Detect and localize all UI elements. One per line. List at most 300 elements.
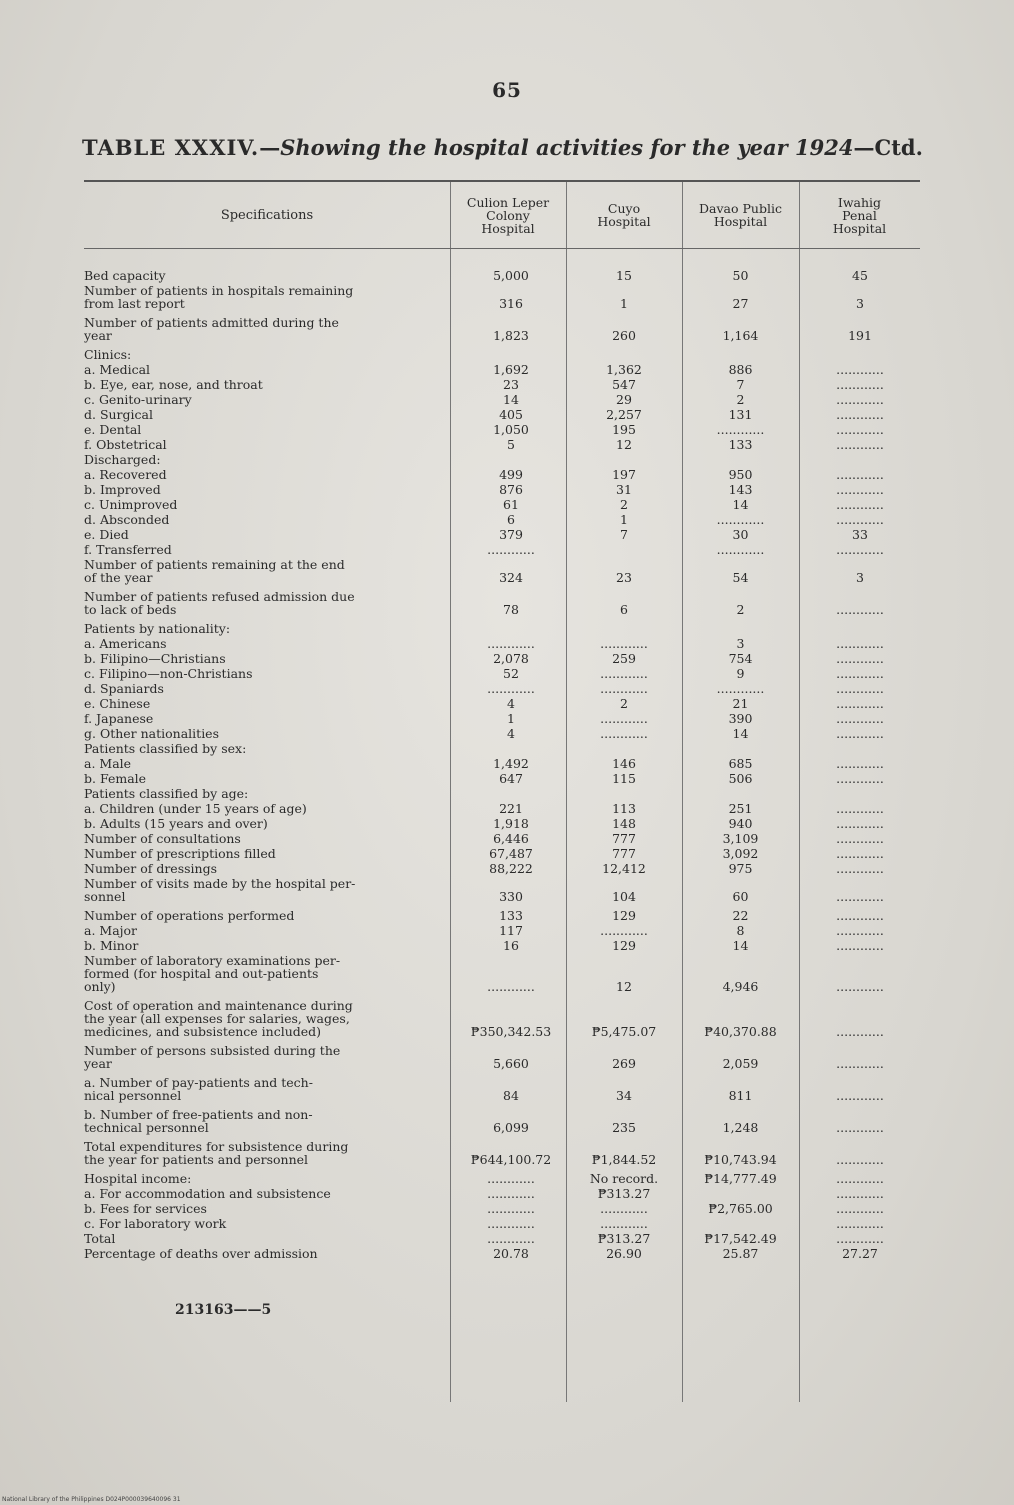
row-specification: Total bbox=[84, 1231, 116, 1246]
table-row bbox=[84, 742, 920, 755]
row-specification: Number of visits made by the hospital per- sonnel bbox=[84, 876, 356, 904]
culion-value: 5,660 bbox=[493, 1056, 529, 1071]
iwahig-value: ............ bbox=[836, 1231, 884, 1246]
iwahig-value: ............ bbox=[836, 1088, 884, 1103]
culion-value: 117 bbox=[499, 923, 523, 938]
cuyo-value: ............ bbox=[600, 681, 648, 696]
row-specification: g. Other nationalities bbox=[84, 726, 219, 741]
iwahig-value: 45 bbox=[852, 268, 868, 283]
davao-value: 131 bbox=[728, 407, 753, 422]
iwahig-value: ............ bbox=[836, 861, 884, 876]
row-specification: Number of patients in hospitals remaining from last report bbox=[84, 283, 354, 311]
culion-value: ............ bbox=[487, 681, 535, 696]
row-specification: Patients by nationality: bbox=[84, 621, 231, 636]
header-davao: Davao Public Hospital bbox=[699, 201, 782, 229]
iwahig-value: ............ bbox=[836, 711, 884, 726]
culion-value: ............ bbox=[487, 636, 535, 651]
table-row bbox=[84, 543, 920, 556]
cuyo-value: 2 bbox=[620, 696, 628, 711]
table-row bbox=[84, 408, 920, 421]
culion-value: 5,000 bbox=[493, 268, 529, 283]
cuyo-value: 115 bbox=[612, 771, 636, 786]
iwahig-value: 191 bbox=[848, 328, 872, 343]
culion-value: 1 bbox=[507, 711, 515, 726]
cuyo-value: ............ bbox=[600, 923, 648, 938]
iwahig-value: ............ bbox=[836, 801, 884, 816]
culion-value: 61 bbox=[503, 497, 519, 512]
cuyo-value: ₱313.27 bbox=[597, 1186, 651, 1201]
header-culion: Culion Leper Colony Hospital bbox=[466, 194, 550, 236]
davao-value: 14 bbox=[732, 726, 749, 741]
header-iwahig: Iwahig Penal Hospital bbox=[832, 194, 887, 236]
table-row bbox=[84, 1140, 920, 1166]
iwahig-value: ............ bbox=[836, 666, 884, 681]
davao-value: 22 bbox=[732, 908, 749, 923]
row-specification: d. Spaniards bbox=[84, 681, 164, 696]
davao-value: 9 bbox=[736, 666, 745, 681]
row-specification: c. Filipino—non-Christians bbox=[84, 666, 253, 681]
davao-value: ............ bbox=[716, 681, 765, 696]
culion-value: 16 bbox=[503, 938, 519, 953]
culion-value: 1,823 bbox=[493, 328, 529, 343]
culion-value: 1,692 bbox=[493, 362, 529, 377]
iwahig-value: ............ bbox=[836, 1056, 884, 1071]
row-specification: Hospital income: bbox=[84, 1171, 192, 1186]
davao-value: 390 bbox=[728, 711, 753, 726]
cuyo-value: 146 bbox=[612, 756, 636, 771]
culion-value: 1,050 bbox=[493, 422, 529, 437]
cuyo-value: 129 bbox=[612, 938, 636, 953]
row-specification: b. Number of free-patients and non- technical personnel bbox=[84, 1107, 313, 1135]
davao-value: 1,248 bbox=[722, 1120, 759, 1135]
row-specification: b. Fees for services bbox=[84, 1201, 207, 1216]
culion-value: 499 bbox=[499, 467, 523, 482]
davao-value: 4,946 bbox=[722, 979, 759, 994]
cuyo-value: 1,362 bbox=[606, 362, 642, 377]
davao-value: 60 bbox=[732, 889, 749, 904]
iwahig-value: ............ bbox=[836, 512, 884, 527]
row-specification: f. Transferred bbox=[84, 542, 172, 557]
row-specification: Number of patients refused admission due to lack of beds bbox=[84, 589, 355, 617]
row-specification: Number of persons subsisted during the year bbox=[84, 1043, 341, 1071]
header-cuyo: Cuyo Hospital bbox=[597, 201, 651, 229]
davao-value: 14 bbox=[732, 938, 749, 953]
culion-value: ₱644,100.72 bbox=[470, 1152, 552, 1167]
culion-value: 324 bbox=[499, 570, 523, 585]
davao-value: 975 bbox=[728, 861, 753, 876]
davao-value: 7 bbox=[736, 377, 745, 392]
table-row bbox=[84, 847, 920, 860]
culion-value: 4 bbox=[507, 696, 515, 711]
cuyo-value: ₱5,475.07 bbox=[591, 1024, 657, 1039]
iwahig-value: ............ bbox=[836, 1024, 884, 1039]
iwahig-value: ............ bbox=[836, 979, 884, 994]
culion-value: 84 bbox=[503, 1088, 519, 1103]
iwahig-value: ............ bbox=[836, 422, 884, 437]
culion-value: 78 bbox=[503, 602, 519, 617]
table-row bbox=[84, 637, 920, 650]
iwahig-value: ............ bbox=[836, 1186, 884, 1201]
culion-value: 6 bbox=[507, 512, 515, 527]
table-row bbox=[84, 999, 920, 1038]
davao-value: 1,164 bbox=[722, 328, 759, 343]
iwahig-value: ............ bbox=[836, 651, 884, 666]
cuyo-value: ............ bbox=[600, 1201, 648, 1216]
davao-value: 940 bbox=[728, 816, 753, 831]
culion-value: 14 bbox=[503, 392, 519, 407]
iwahig-value: ............ bbox=[836, 542, 884, 557]
table-row bbox=[84, 682, 920, 695]
davao-value: 3 bbox=[736, 636, 745, 651]
table-row bbox=[84, 378, 920, 391]
row-specification: a. Medical bbox=[84, 362, 151, 377]
davao-value: 54 bbox=[732, 570, 749, 585]
header-specifications: Specifications bbox=[220, 207, 314, 223]
table-row bbox=[84, 877, 920, 903]
table-row bbox=[84, 939, 920, 952]
culion-value: ............ bbox=[487, 1201, 535, 1216]
cuyo-value: 12 bbox=[616, 979, 632, 994]
row-specification: Patients classified by age: bbox=[84, 786, 249, 801]
iwahig-value: ............ bbox=[836, 831, 884, 846]
cuyo-value: 29 bbox=[616, 392, 632, 407]
iwahig-value: ............ bbox=[836, 467, 884, 482]
culion-value: 6,099 bbox=[493, 1120, 529, 1135]
row-specification: Number of consultations bbox=[84, 831, 241, 846]
culion-value: 316 bbox=[499, 296, 523, 311]
davao-value: 950 bbox=[728, 467, 753, 482]
davao-value: 3,109 bbox=[722, 831, 759, 846]
culion-value: 221 bbox=[499, 801, 523, 816]
culion-value: 88,222 bbox=[489, 861, 533, 876]
iwahig-value: ............ bbox=[836, 771, 884, 786]
davao-value: 2 bbox=[736, 602, 745, 617]
iwahig-value: ............ bbox=[836, 1152, 884, 1167]
row-specification: Patients classified by sex: bbox=[84, 741, 247, 756]
row-specification: d. Absconded bbox=[84, 512, 170, 527]
davao-value: 3,092 bbox=[722, 846, 759, 861]
iwahig-value: ............ bbox=[836, 1171, 884, 1186]
table-row bbox=[84, 697, 920, 710]
table-row bbox=[84, 590, 920, 616]
iwahig-value: 3 bbox=[856, 296, 864, 311]
davao-value: ₱14,777.49 bbox=[704, 1171, 777, 1186]
table-row bbox=[84, 558, 920, 584]
iwahig-value: ............ bbox=[836, 1120, 884, 1135]
iwahig-value: ............ bbox=[836, 726, 884, 741]
davao-value: 506 bbox=[728, 771, 753, 786]
iwahig-value: ............ bbox=[836, 756, 884, 771]
table-title bbox=[82, 135, 932, 160]
table-row bbox=[84, 284, 920, 310]
table-row bbox=[84, 423, 920, 436]
cuyo-value: 31 bbox=[616, 482, 632, 497]
iwahig-value: ............ bbox=[836, 1201, 884, 1216]
table-header bbox=[84, 182, 920, 249]
culion-value: 6,446 bbox=[493, 831, 529, 846]
cuyo-value: ............ bbox=[600, 1216, 648, 1231]
davao-value: 8 bbox=[736, 923, 745, 938]
row-specification: Number of operations performed bbox=[84, 908, 295, 923]
cuyo-value: No record. bbox=[589, 1171, 659, 1186]
davao-value: 886 bbox=[728, 362, 753, 377]
table-row bbox=[84, 1217, 920, 1230]
table-row bbox=[84, 909, 920, 922]
row-specification: a. For accommodation and subsistence bbox=[84, 1186, 331, 1201]
table-row bbox=[84, 1076, 920, 1102]
iwahig-value: ............ bbox=[836, 407, 884, 422]
culion-value: ............ bbox=[487, 979, 535, 994]
cuyo-value: 1 bbox=[620, 296, 628, 311]
culion-value: 379 bbox=[499, 527, 523, 542]
iwahig-value: ............ bbox=[836, 362, 884, 377]
davao-value: 25.87 bbox=[722, 1246, 759, 1261]
row-specification: b. Filipino—Christians bbox=[84, 651, 226, 666]
table-row bbox=[84, 1247, 920, 1260]
iwahig-value: ............ bbox=[836, 846, 884, 861]
culion-value: 20.78 bbox=[493, 1246, 529, 1261]
row-specification: e. Died bbox=[84, 527, 129, 542]
culion-value: ............ bbox=[487, 542, 535, 557]
davao-value: 685 bbox=[728, 756, 753, 771]
culion-value: 876 bbox=[499, 482, 523, 497]
davao-value: 14 bbox=[732, 497, 749, 512]
culion-value: 52 bbox=[503, 666, 519, 681]
row-specification: c. Unimproved bbox=[84, 497, 178, 512]
row-specification: b. Female bbox=[84, 771, 147, 786]
iwahig-value: ............ bbox=[836, 923, 884, 938]
iwahig-value: ............ bbox=[836, 889, 884, 904]
title-continued: —Ctd. bbox=[853, 135, 923, 160]
cuyo-value: ............ bbox=[600, 711, 648, 726]
table-row bbox=[84, 787, 920, 800]
culion-value: 330 bbox=[499, 889, 523, 904]
iwahig-value: 33 bbox=[852, 527, 868, 542]
table-row bbox=[84, 1044, 920, 1070]
row-specification: d. Surgical bbox=[84, 407, 153, 422]
table-row bbox=[84, 757, 920, 770]
davao-value: 811 bbox=[728, 1088, 753, 1103]
table-caption: Showing the hospital activities for the year 1924 bbox=[280, 135, 854, 160]
davao-value: ₱40,370.88 bbox=[704, 1024, 777, 1039]
davao-value: 21 bbox=[732, 696, 749, 711]
cuyo-value: 15 bbox=[616, 268, 632, 283]
cuyo-value: 2,257 bbox=[606, 407, 642, 422]
culion-value: 1,492 bbox=[493, 756, 529, 771]
row-specification: f. Obstetrical bbox=[84, 437, 167, 452]
row-specification: a. Recovered bbox=[84, 467, 167, 482]
iwahig-value: ............ bbox=[836, 377, 884, 392]
cuyo-value: 6 bbox=[620, 602, 628, 617]
iwahig-value: ............ bbox=[836, 482, 884, 497]
table-row bbox=[84, 269, 920, 282]
iwahig-value: 3 bbox=[856, 570, 864, 585]
davao-value: ₱10,743.94 bbox=[704, 1152, 777, 1167]
row-specification: e. Dental bbox=[84, 422, 142, 437]
iwahig-value: ............ bbox=[836, 696, 884, 711]
iwahig-value: ............ bbox=[836, 392, 884, 407]
davao-value: ............ bbox=[716, 422, 765, 437]
iwahig-value: ............ bbox=[836, 1216, 884, 1231]
row-specification: c. Genito-urinary bbox=[84, 392, 192, 407]
table-row bbox=[84, 528, 920, 541]
row-specification: a. Americans bbox=[84, 636, 167, 651]
table-row bbox=[84, 483, 920, 496]
cuyo-value: 777 bbox=[612, 831, 636, 846]
row-specification: b. Eye, ear, nose, and throat bbox=[84, 377, 263, 392]
table-row bbox=[84, 1202, 920, 1215]
table-row bbox=[84, 1172, 920, 1185]
table-row bbox=[84, 1187, 920, 1200]
table-row bbox=[84, 348, 920, 361]
iwahig-value: ............ bbox=[836, 636, 884, 651]
davao-value: ₱2,765.00 bbox=[708, 1201, 773, 1216]
culion-value: 133 bbox=[499, 908, 523, 923]
culion-value: ₱350,342.53 bbox=[470, 1024, 552, 1039]
table-row bbox=[84, 453, 920, 466]
cuyo-value: 1 bbox=[620, 512, 628, 527]
cuyo-value: 7 bbox=[620, 527, 628, 542]
row-specification: e. Chinese bbox=[84, 696, 151, 711]
iwahig-value: ............ bbox=[836, 681, 884, 696]
table-row bbox=[84, 652, 920, 665]
davao-value: 143 bbox=[728, 482, 753, 497]
cuyo-value: 148 bbox=[612, 816, 636, 831]
table-row bbox=[84, 954, 920, 993]
table-row bbox=[84, 862, 920, 875]
row-specification: Cost of operation and maintenance during the year (all expenses for salaries, wages, medicines, and subsistence included) bbox=[84, 998, 353, 1039]
iwahig-value: ............ bbox=[836, 437, 884, 452]
cuyo-value: 113 bbox=[612, 801, 636, 816]
cuyo-value: 2 bbox=[620, 497, 628, 512]
table-row bbox=[84, 772, 920, 785]
davao-value: 50 bbox=[732, 268, 749, 283]
cuyo-value: 547 bbox=[612, 377, 636, 392]
cuyo-value: 26.90 bbox=[606, 1246, 642, 1261]
cuyo-value: 12 bbox=[616, 437, 632, 452]
iwahig-value: 27.27 bbox=[842, 1246, 878, 1261]
culion-value: 5 bbox=[507, 437, 515, 452]
table-row bbox=[84, 1108, 920, 1134]
row-specification: f. Japanese bbox=[84, 711, 154, 726]
culion-value: 23 bbox=[503, 377, 519, 392]
iwahig-value: ............ bbox=[836, 497, 884, 512]
table-row bbox=[84, 438, 920, 451]
davao-value: 2 bbox=[736, 392, 745, 407]
davao-value: ₱17,542.49 bbox=[704, 1231, 777, 1246]
row-specification: Percentage of deaths over admission bbox=[84, 1246, 318, 1261]
davao-value: 251 bbox=[728, 801, 753, 816]
davao-value: 754 bbox=[728, 651, 753, 666]
iwahig-value: ............ bbox=[836, 816, 884, 831]
row-specification: Number of patients admitted during the year bbox=[84, 315, 339, 343]
cuyo-value: 129 bbox=[612, 908, 636, 923]
table-row bbox=[84, 802, 920, 815]
hospital-activities-table bbox=[84, 180, 920, 1261]
page-number: 65 bbox=[492, 78, 522, 102]
table-row bbox=[84, 712, 920, 725]
table-row bbox=[84, 393, 920, 406]
row-specification: a. Children (under 15 years of age) bbox=[84, 801, 307, 816]
davao-value: 27 bbox=[732, 296, 749, 311]
cuyo-value: 269 bbox=[612, 1056, 636, 1071]
iwahig-value: ............ bbox=[836, 908, 884, 923]
scan-credit: National Library of the Philippines D024P000039640096 31 bbox=[2, 1496, 181, 1503]
culion-value: 67,487 bbox=[489, 846, 533, 861]
table-label: TABLE XXXIV. bbox=[82, 135, 260, 160]
table-row bbox=[84, 498, 920, 511]
row-specification: a. Male bbox=[84, 756, 132, 771]
table-row bbox=[84, 817, 920, 830]
row-specification: Number of prescriptions filled bbox=[84, 846, 276, 861]
culion-value: ............ bbox=[487, 1231, 535, 1246]
table-row bbox=[84, 1232, 920, 1245]
cuyo-value: 235 bbox=[612, 1120, 636, 1135]
table-row bbox=[84, 727, 920, 740]
cuyo-value: ............ bbox=[600, 726, 648, 741]
row-specification: a. Number of pay-patients and tech- nical personnel bbox=[84, 1075, 313, 1103]
row-specification: Number of patients remaining at the end of the year bbox=[84, 557, 345, 585]
row-specification: Number of dressings bbox=[84, 861, 217, 876]
table-row bbox=[84, 363, 920, 376]
table-row bbox=[84, 513, 920, 526]
title-dash: — bbox=[259, 135, 281, 160]
culion-value: ............ bbox=[487, 1171, 535, 1186]
row-specification: Total expenditures for subsistence during the year for patients and personnel bbox=[84, 1139, 349, 1167]
row-specification: a. Major bbox=[84, 923, 138, 938]
culion-value: ............ bbox=[487, 1186, 535, 1201]
row-specification: Number of laboratory examinations per- formed (for hospital and out-patients only) bbox=[84, 953, 341, 994]
row-specification: b. Minor bbox=[84, 938, 139, 953]
davao-value: ............ bbox=[716, 512, 765, 527]
culion-value: 2,078 bbox=[493, 651, 529, 666]
cuyo-value: 12,412 bbox=[602, 861, 646, 876]
davao-value: 2,059 bbox=[722, 1056, 759, 1071]
iwahig-value: ............ bbox=[836, 602, 884, 617]
davao-value: 30 bbox=[732, 527, 749, 542]
cuyo-value: ₱313.27 bbox=[597, 1231, 651, 1246]
cuyo-value: 23 bbox=[616, 570, 632, 585]
table-row bbox=[84, 316, 920, 342]
cuyo-value: 259 bbox=[612, 651, 636, 666]
cuyo-value: ............ bbox=[600, 666, 648, 681]
davao-value: 133 bbox=[728, 437, 753, 452]
culion-value: 1,918 bbox=[493, 816, 529, 831]
cuyo-value: 197 bbox=[612, 467, 636, 482]
cuyo-value: 195 bbox=[612, 422, 636, 437]
iwahig-value: ............ bbox=[836, 938, 884, 953]
table-row bbox=[84, 667, 920, 680]
table-row bbox=[84, 832, 920, 845]
culion-value: 405 bbox=[499, 407, 523, 422]
culion-value: ............ bbox=[487, 1216, 535, 1231]
davao-value: ............ bbox=[716, 542, 765, 557]
table-row bbox=[84, 924, 920, 937]
row-specification: b. Improved bbox=[84, 482, 161, 497]
table-row bbox=[84, 468, 920, 481]
cuyo-value: ₱1,844.52 bbox=[591, 1152, 657, 1167]
row-specification: Discharged: bbox=[84, 452, 161, 467]
row-specification: Clinics: bbox=[84, 347, 132, 362]
print-code: 213163——5 bbox=[175, 1302, 272, 1318]
row-specification: c. For laboratory work bbox=[84, 1216, 227, 1231]
culion-value: 647 bbox=[499, 771, 523, 786]
table-row bbox=[84, 622, 920, 635]
culion-value: 4 bbox=[507, 726, 515, 741]
cuyo-value: ............ bbox=[600, 636, 648, 651]
row-specification: b. Adults (15 years and over) bbox=[84, 816, 268, 831]
cuyo-value: 104 bbox=[612, 889, 636, 904]
